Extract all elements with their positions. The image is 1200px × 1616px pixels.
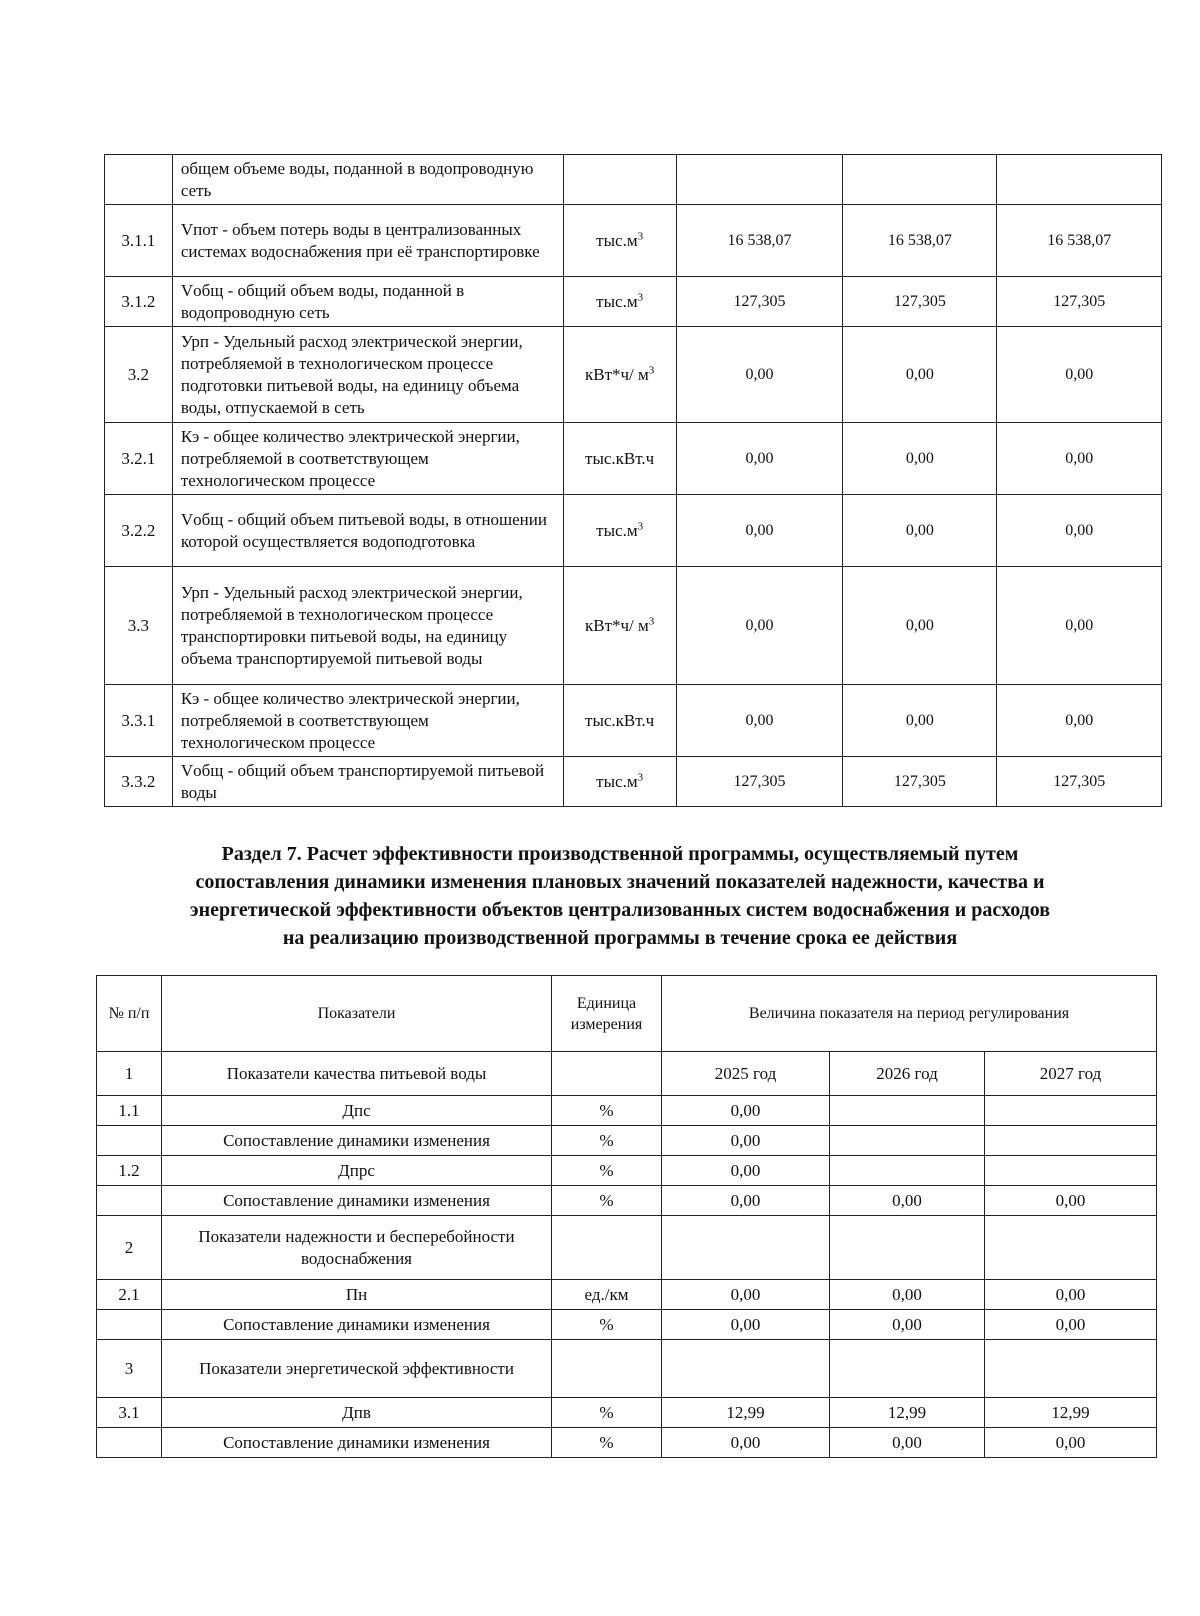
unit-cell: кВт*ч/ $м^3$	[563, 327, 676, 423]
value-2025: 0,00	[676, 685, 843, 757]
unit-cell	[563, 155, 676, 205]
row-number: 3.2.1	[105, 423, 173, 495]
row-number: 3.1.2	[105, 277, 173, 327]
table-row	[105, 567, 1162, 685]
indicator-name: Показатели надежности и бесперебойности водоснабжения	[162, 1216, 552, 1280]
value-2027: 0,00	[997, 423, 1162, 495]
row-number: 1	[97, 1052, 162, 1096]
row-number: 1.2	[97, 1156, 162, 1186]
value-2026: 0,00	[843, 567, 997, 685]
table-row	[105, 757, 1162, 807]
indicator-name: Vобщ - общий объем воды, поданной в водопроводную сеть	[172, 277, 563, 327]
value-2027: 0,00	[985, 1428, 1157, 1458]
unit-cell: тыс.кВт.ч	[563, 423, 676, 495]
indicator-name: Пн	[162, 1280, 552, 1310]
table-row	[97, 1428, 1157, 1458]
value-2027: 16 538,07	[997, 205, 1162, 277]
unit-cell: $тыс.м^3$	[563, 205, 676, 277]
value-2026: 0,00	[843, 685, 997, 757]
value-2026	[830, 1216, 985, 1280]
value-2027: 0,00	[997, 495, 1162, 567]
value-2025: 0,00	[662, 1186, 830, 1216]
indicator-name: Кэ - общее количество электрической энергии, потребляемой в соответствующем технологическом процессе	[172, 423, 563, 495]
value-2026: 16 538,07	[843, 205, 997, 277]
indicator-name: Урп - Удельный расход электрической энергии, потребляемой в технологическом процессе транспортировки питьевой воды, на единицу объема транспортируемой питьевой воды	[172, 567, 563, 685]
value-2026	[830, 1340, 985, 1398]
indicator-name: общем объеме воды, поданной в водопроводную сеть	[172, 155, 563, 205]
value-2026	[843, 155, 997, 205]
value-2025: 0,00	[676, 423, 843, 495]
value-2027	[985, 1096, 1157, 1126]
indicator-name: Сопоставление динамики изменения	[162, 1126, 552, 1156]
indicator-name: Показатели энергетической эффективности	[162, 1340, 552, 1398]
value-2025: 0,00	[662, 1310, 830, 1340]
value-2027: 0,00	[997, 685, 1162, 757]
value-2025: 0,00	[676, 567, 843, 685]
value-2027: 0,00	[985, 1310, 1157, 1340]
value-2027: 0,00	[985, 1186, 1157, 1216]
value-2027: 0,00	[997, 567, 1162, 685]
value-2027: 12,99	[985, 1398, 1157, 1428]
unit-cell: %	[552, 1156, 662, 1186]
unit-cell: ед./км	[552, 1280, 662, 1310]
table-row	[97, 1156, 1157, 1186]
value-2025: 127,305	[676, 277, 843, 327]
value-2027: 127,305	[997, 277, 1162, 327]
value-2025	[662, 1216, 830, 1280]
indicator-name: Vобщ - общий объем питьевой воды, в отношении которой осуществляется водоподготовка	[172, 495, 563, 567]
value-2026: 127,305	[843, 757, 997, 807]
heading-line: на реализацию производственной программы в течение срока ее действия	[282, 927, 958, 949]
value-2027	[997, 155, 1162, 205]
value-2026	[830, 1126, 985, 1156]
value-2027	[985, 1216, 1157, 1280]
row-number	[97, 1428, 162, 1458]
value-2025	[676, 155, 843, 205]
row-number: 3.3	[105, 567, 173, 685]
indicator-name: Дпв	[162, 1398, 552, 1428]
unit-cell: %	[552, 1428, 662, 1458]
row-number	[97, 1126, 162, 1156]
value-2025: 0,00	[676, 495, 843, 567]
indicator-name: Дпрс	[162, 1156, 552, 1186]
value-2025: 16 538,07	[676, 205, 843, 277]
value-2026: 0,00	[843, 495, 997, 567]
row-number	[105, 155, 173, 205]
table-row	[105, 277, 1162, 327]
unit-cell	[552, 1216, 662, 1280]
table-row	[105, 685, 1162, 757]
indicators-table-continued	[104, 154, 1162, 807]
row-number: 1.1	[97, 1096, 162, 1126]
value-2025: 0,00	[662, 1280, 830, 1310]
unit-cell: %	[552, 1126, 662, 1156]
value-2026: 2026 год	[830, 1052, 985, 1096]
value-2026: 127,305	[843, 277, 997, 327]
table-row	[97, 1052, 1157, 1096]
header-period: Величина показателя на период регулирования	[662, 976, 1157, 1052]
value-2026	[830, 1156, 985, 1186]
table-row	[97, 1096, 1157, 1126]
row-number	[97, 1310, 162, 1340]
value-2026: 0,00	[843, 423, 997, 495]
table-row	[97, 1340, 1157, 1398]
table-row	[105, 327, 1162, 423]
header-unit: Единица измерения	[552, 976, 662, 1052]
value-2025	[662, 1340, 830, 1398]
value-2026: 12,99	[830, 1398, 985, 1428]
unit-cell: $тыс.м^3$	[563, 757, 676, 807]
value-2026: 0,00	[830, 1310, 985, 1340]
value-2026: 0,00	[843, 327, 997, 423]
table-row	[105, 155, 1162, 205]
indicator-name: Кэ - общее количество электрической энергии, потребляемой в соответствующем технологическом процессе	[172, 685, 563, 757]
heading-line: энергетической эффективности объектов централизованных систем водоснабжения и расходов	[189, 899, 1051, 921]
value-2027: 0,00	[997, 327, 1162, 423]
heading-line: сопоставления динамики изменения плановых значений показателей надежности, качества и	[195, 871, 1045, 893]
unit-cell: %	[552, 1310, 662, 1340]
indicator-name: Vпот - объем потерь воды в централизованных системах водоснабжения при её транспортировке	[172, 205, 563, 277]
table-row	[97, 1126, 1157, 1156]
row-number: 3.1.1	[105, 205, 173, 277]
indicator-name: Показатели качества питьевой воды	[162, 1052, 552, 1096]
table-row	[105, 423, 1162, 495]
unit-cell: тыс.кВт.ч	[563, 685, 676, 757]
header-indicators: Показатели	[162, 976, 552, 1052]
value-2026: 0,00	[830, 1186, 985, 1216]
indicator-name: Сопоставление динамики изменения	[162, 1310, 552, 1340]
unit-cell: %	[552, 1096, 662, 1126]
value-2025: 127,305	[676, 757, 843, 807]
table-row	[97, 1310, 1157, 1340]
indicator-name: Сопоставление динамики изменения	[162, 1186, 552, 1216]
unit-cell: $тыс.м^3$	[563, 495, 676, 567]
row-number: 3.3.1	[105, 685, 173, 757]
unit-cell: $тыс.м^3$	[563, 277, 676, 327]
indicator-name: Vобщ - общий объем транспортируемой питьевой воды	[172, 757, 563, 807]
table-row	[97, 1398, 1157, 1428]
header-number: № п/п	[97, 976, 162, 1052]
row-number: 3.2.2	[105, 495, 173, 567]
unit-cell: кВт*ч/ $м^3$	[563, 567, 676, 685]
value-2027: 127,305	[997, 757, 1162, 807]
value-2026	[830, 1096, 985, 1126]
unit-cell: %	[552, 1186, 662, 1216]
indicator-name: Урп - Удельный расход электрической энергии, потребляемой в технологическом процессе подготовки питьевой воды, на единицу объема воды, отпускаемой в сеть	[172, 327, 563, 423]
heading-line: Раздел 7. Расчет эффективности производственной программы, осуществляемый путем	[221, 843, 1019, 865]
table-row	[97, 1280, 1157, 1310]
value-2025: 12,99	[662, 1398, 830, 1428]
row-number: 2.1	[97, 1280, 162, 1310]
row-number: 3.1	[97, 1398, 162, 1428]
value-2025: 0,00	[662, 1428, 830, 1458]
value-2027	[985, 1340, 1157, 1398]
value-2025: 0,00	[662, 1096, 830, 1126]
table-row	[105, 205, 1162, 277]
efficiency-table	[96, 975, 1157, 1458]
value-2027: 2027 год	[985, 1052, 1157, 1096]
indicator-name: Сопоставление динамики изменения	[162, 1428, 552, 1458]
table-row	[97, 1186, 1157, 1216]
unit-cell	[552, 1340, 662, 1398]
value-2026: 0,00	[830, 1428, 985, 1458]
table-row	[105, 495, 1162, 567]
unit-cell: %	[552, 1398, 662, 1428]
value-2026: 0,00	[830, 1280, 985, 1310]
row-number: 3.3.2	[105, 757, 173, 807]
row-number: 2	[97, 1216, 162, 1280]
value-2025: 0,00	[676, 327, 843, 423]
row-number	[97, 1186, 162, 1216]
header-row	[97, 976, 1157, 1052]
value-2025: 0,00	[662, 1156, 830, 1186]
value-2027: 0,00	[985, 1280, 1157, 1310]
section-7-heading	[100, 840, 1140, 952]
unit-cell	[552, 1052, 662, 1096]
table-row	[97, 1216, 1157, 1280]
row-number: 3.2	[105, 327, 173, 423]
value-2025: 0,00	[662, 1126, 830, 1156]
value-2027	[985, 1156, 1157, 1186]
value-2025: 2025 год	[662, 1052, 830, 1096]
value-2027	[985, 1126, 1157, 1156]
row-number: 3	[97, 1340, 162, 1398]
indicator-name: Дпс	[162, 1096, 552, 1126]
